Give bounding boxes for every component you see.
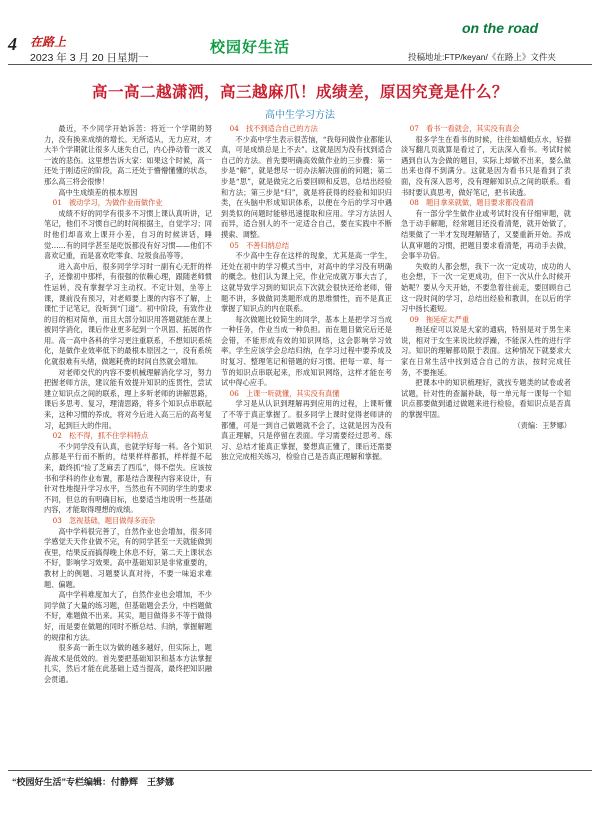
section-heading: 03 忽视基础，题目做得多而杂 bbox=[52, 515, 156, 525]
section-paragraph: 有一部分学生做作业或考试时没有仔细审题，就急于动手解题，经常题目还没看清楚，就开始做了，结果做了一半才发现理解错了，又要重新开始。养成认真审题的习惯，把题目要求看清楚，再动手去做，会事半功倍。 bbox=[401, 208, 571, 261]
masthead-title: 在路上 bbox=[30, 35, 67, 49]
editor-signature: （责编：王梦娜） bbox=[513, 420, 571, 430]
column-name: 校园好生活 bbox=[210, 39, 291, 56]
section-paragraph: 成绩不好的同学有很多不习惯上课认真听讲，记笔记，他们不习惯自己的时间根据主，自觉学习；同时他们却喜欢上课开小差，自习的时候讲话，睡觉……有的同学甚至是吃饭都没有好习惯——他们不喜欢记重，而是喜欢吃零食、垃圾食品等等。 bbox=[44, 208, 212, 261]
section-paragraph: 不少同学没有认真，也就学好每一科。各个知识点都是平行而不断的，结果样样都抓，样样提不起来，最终抓“捡了芝麻丢了西瓜”，得不偿失。应该按书和学科的作业布置，都是结合课程内容来设计，有针对性地提升学习水平，当然也有不同的学生的要求不同，但总的有明确目标，也要适当地说明一些基础内容，才能取得理想的成绩。 bbox=[44, 441, 212, 515]
footer-divider bbox=[8, 770, 592, 771]
section-paragraph: 不少高中学生表示很苦恼，“我每问做作业都能认真，可是成绩总是上不去”。这就是因为没有找到适合自己的方法。首先要明确高效做作业的三步骤：第一步是“解”，就是想尽一切办法解决面前的问题；第二步是“思”，就是做完之后要回顾和反思，总结出经验和方法；第三步是“归”，就是将获得的经验和知识归类，在头脑中形成知识体系，以便在今后的学习中遇到类似的问题时能够迅速提取和应用。学习方法因人而异，适合别人的不一定适合自己，要在实践中不断摸索、调整。 bbox=[221, 134, 392, 239]
section-heading: 07 看书一看就会，其实没有真会 bbox=[409, 124, 520, 133]
section-paragraph: 高中学科很完善了，自然作业也会增加，很多同学感觉天天作业做不完，有的同学甚至一天就能做到夜里，结果反而搞得晚上休息不好，第二天上课状态不好，影响学习效果。高中基础知识是非常重要的，教材上的例题、习题要认真对待，不要一味追求难题、偏题。 bbox=[44, 526, 212, 589]
intro-paragraph: 最近，不少同学开始诉苦：将近一个学期的努力，没有换来成绩的增长。无所适从，无力应对，才大半个学期就让很多人迷失自己，内心挣动着一波又一波的悲伤。这里想告诉大家：如果这个时候，高一还处于刚适应的阶段，高二还处于懵懵懂懂的状态，那么高三将会很惨！ bbox=[44, 124, 212, 186]
article-byline: 高中生学习方法 bbox=[265, 110, 335, 121]
submission-address: 投稿地址:FTP/keyan/《在路上》文件夹 bbox=[408, 52, 556, 62]
section-heading: 09 拖延症太严重 bbox=[409, 314, 470, 324]
issue-date: 2023 年 3 月 20 日星期一 bbox=[30, 52, 149, 64]
section-paragraph: 每次做题比较简生的同学，基本上是把学习当成一种任务，作业当成一种负担。而在题目做完后还是会错，不能形成有效的知识网络，这会影响学习效率。学生应该学会总结归纳，在学习过程中要养成及时复习、整理笔记和错题的好习惯。把每一章、每一节的知识点串联起来，形成知识网络，这样才能在考试中得心应手。 bbox=[221, 314, 392, 388]
article-column-2 bbox=[221, 124, 392, 754]
header-divider bbox=[8, 64, 592, 65]
section-paragraph: 失败的人都会想，我下一次一定成功，成功的人也会想，下一次一定更成功，但下一次从什么时候开始呢？要从今天开始，不要急着往前走，要回顾自己这一段时间的学习，总结出经验和教训，在以后的学习中扬长避短。 bbox=[401, 261, 571, 314]
section-heading: 08 题目拿来就做，题目要求都没看清 bbox=[409, 198, 534, 208]
section-heading: 02 松不得，抓不住学科特点 bbox=[52, 431, 149, 441]
section-paragraph: 不少高中生存在这样的现象，尤其是高一学生，还处在初中的学习模式当中，对高中的学习没有明确的概念。他们认为课上完，作业完成就万事大吉了，这就导致学习到的知识点下次就会很快还给老师，错题不讲，多做做同类题形成的思维惯性，而不是真正掌握了知识点的内在联系。 bbox=[221, 251, 392, 314]
section-paragraph: 学习是从认识到理解再到应用的过程，上课听懂了不等于真正掌握了。很多同学上课时觉得老师讲的都懂，可是一到自己做题就不会了，这就是因为没有真正理解，只是停留在表面。学习需要经过思考、练习、总结才能真正掌握，要想真正懂了，课后还需要独立完成相关练习，检验自己是否真正理解和掌握。 bbox=[221, 399, 392, 462]
article-column-1 bbox=[44, 124, 212, 754]
page-number: 4 bbox=[8, 34, 17, 54]
section-paragraph: 把课本中的知识梳理好，就找专题类的试卷或者试题，针对性的查漏补缺，每一单元每一课每一个知识点都要做到通过做题来进行检验，看知识点是否真的掌握牢固。 bbox=[401, 378, 571, 420]
article-column-3 bbox=[401, 124, 571, 754]
article-title: 高一高二越潇洒，高三越麻爪！成绩差，原因究竟是什么？ bbox=[91, 84, 508, 101]
section-paragraph: 拖延症可以说是大家的通病，特别是对于男生来说，相对于女生来说比较浮躁，不能深入性的进行学习。知识的理解都局限于表面。这种情况下就要求大家在日常生活中找到适合自己的方法，按时完成任务，不要拖延。 bbox=[401, 325, 571, 377]
section-heading: 04 找不到适合自己的方法 bbox=[229, 124, 318, 133]
section-paragraph: 进入高中后，很多同学学习时一副有心无肝的样子，还像初中那样，有很强的依赖心理，跟随老师惯性运转，没有掌握学习主动权。不定计划，坐等上课，课前没有预习，对老师要上课的内容不了解，上课忙于记笔记，没听到“门道”。初中阶段，有致作业的目的相对简单，而且大部分知识用答题就能在课上被同学消化，课后作业更多起到一个巩固、拓展的作用。高一高中各科的学习更注重联系，不想知识系统化，是做作业效率低下的最根本原因之一，没有系统化就很难有头绪，做题耗费的时间自然就会增加。 bbox=[44, 261, 212, 367]
section-heading: 01 被动学习，为做作业而做作业 bbox=[52, 198, 163, 208]
section-heading: 05 不善归纳总结 bbox=[229, 240, 290, 250]
section-paragraph: 对老师交代的内容不要机械理解消化学习，努力把握老师方法，建议能有效提升知识的连贯性，尝试建立知识点之间的联系，理上多听老师的讲解思路，课后多思考、复习，理清思路，将多个知识点串联起来，这种习惯的养成，将对今后进入高三后的高考复习，起到巨大的作用。 bbox=[44, 367, 212, 430]
section-paragraph: 很多高一新生以为做的越多越好，但实际上，题海战术是低效的。首先要把基础知识和基本方法掌握扎实，然后才能在此基础上适当提高，最终把知识融会贯通。 bbox=[44, 643, 212, 684]
section-paragraph: 高中学科难度加大了，自然作业也会增加，不少同学做了大量的练习题，但基础题会丢分，中档题做不好，难题做不出来。其实，题目做得多不等于做得好，而是要在做题的同时不断总结、归纳，掌握解题的规律和方法。 bbox=[44, 590, 212, 642]
section-heading: 06 上课一听就懂，其实没有真懂 bbox=[229, 388, 340, 398]
intro-subtitle: 高中生成绩差的根本原因 bbox=[58, 187, 138, 197]
section-paragraph: 很多学生在看书的时候，往往如蜻蜓点水，轻描淡写翻几页就算是看过了，无法深入看书。考试时候遇到自认为会做的题目，实际上却做不出来，要么做出来也得不到满分。这就是因为看书只是看到了表面，没有深入思考，没有理解知识点之间的联系。看书时要认真思考，做好笔记，把书读透。 bbox=[401, 134, 571, 197]
footer-editors: “校园好生活”专栏编辑：付静辉 王梦娜 bbox=[12, 777, 175, 787]
slogan: on the road bbox=[462, 20, 539, 36]
page-header bbox=[0, 0, 600, 68]
